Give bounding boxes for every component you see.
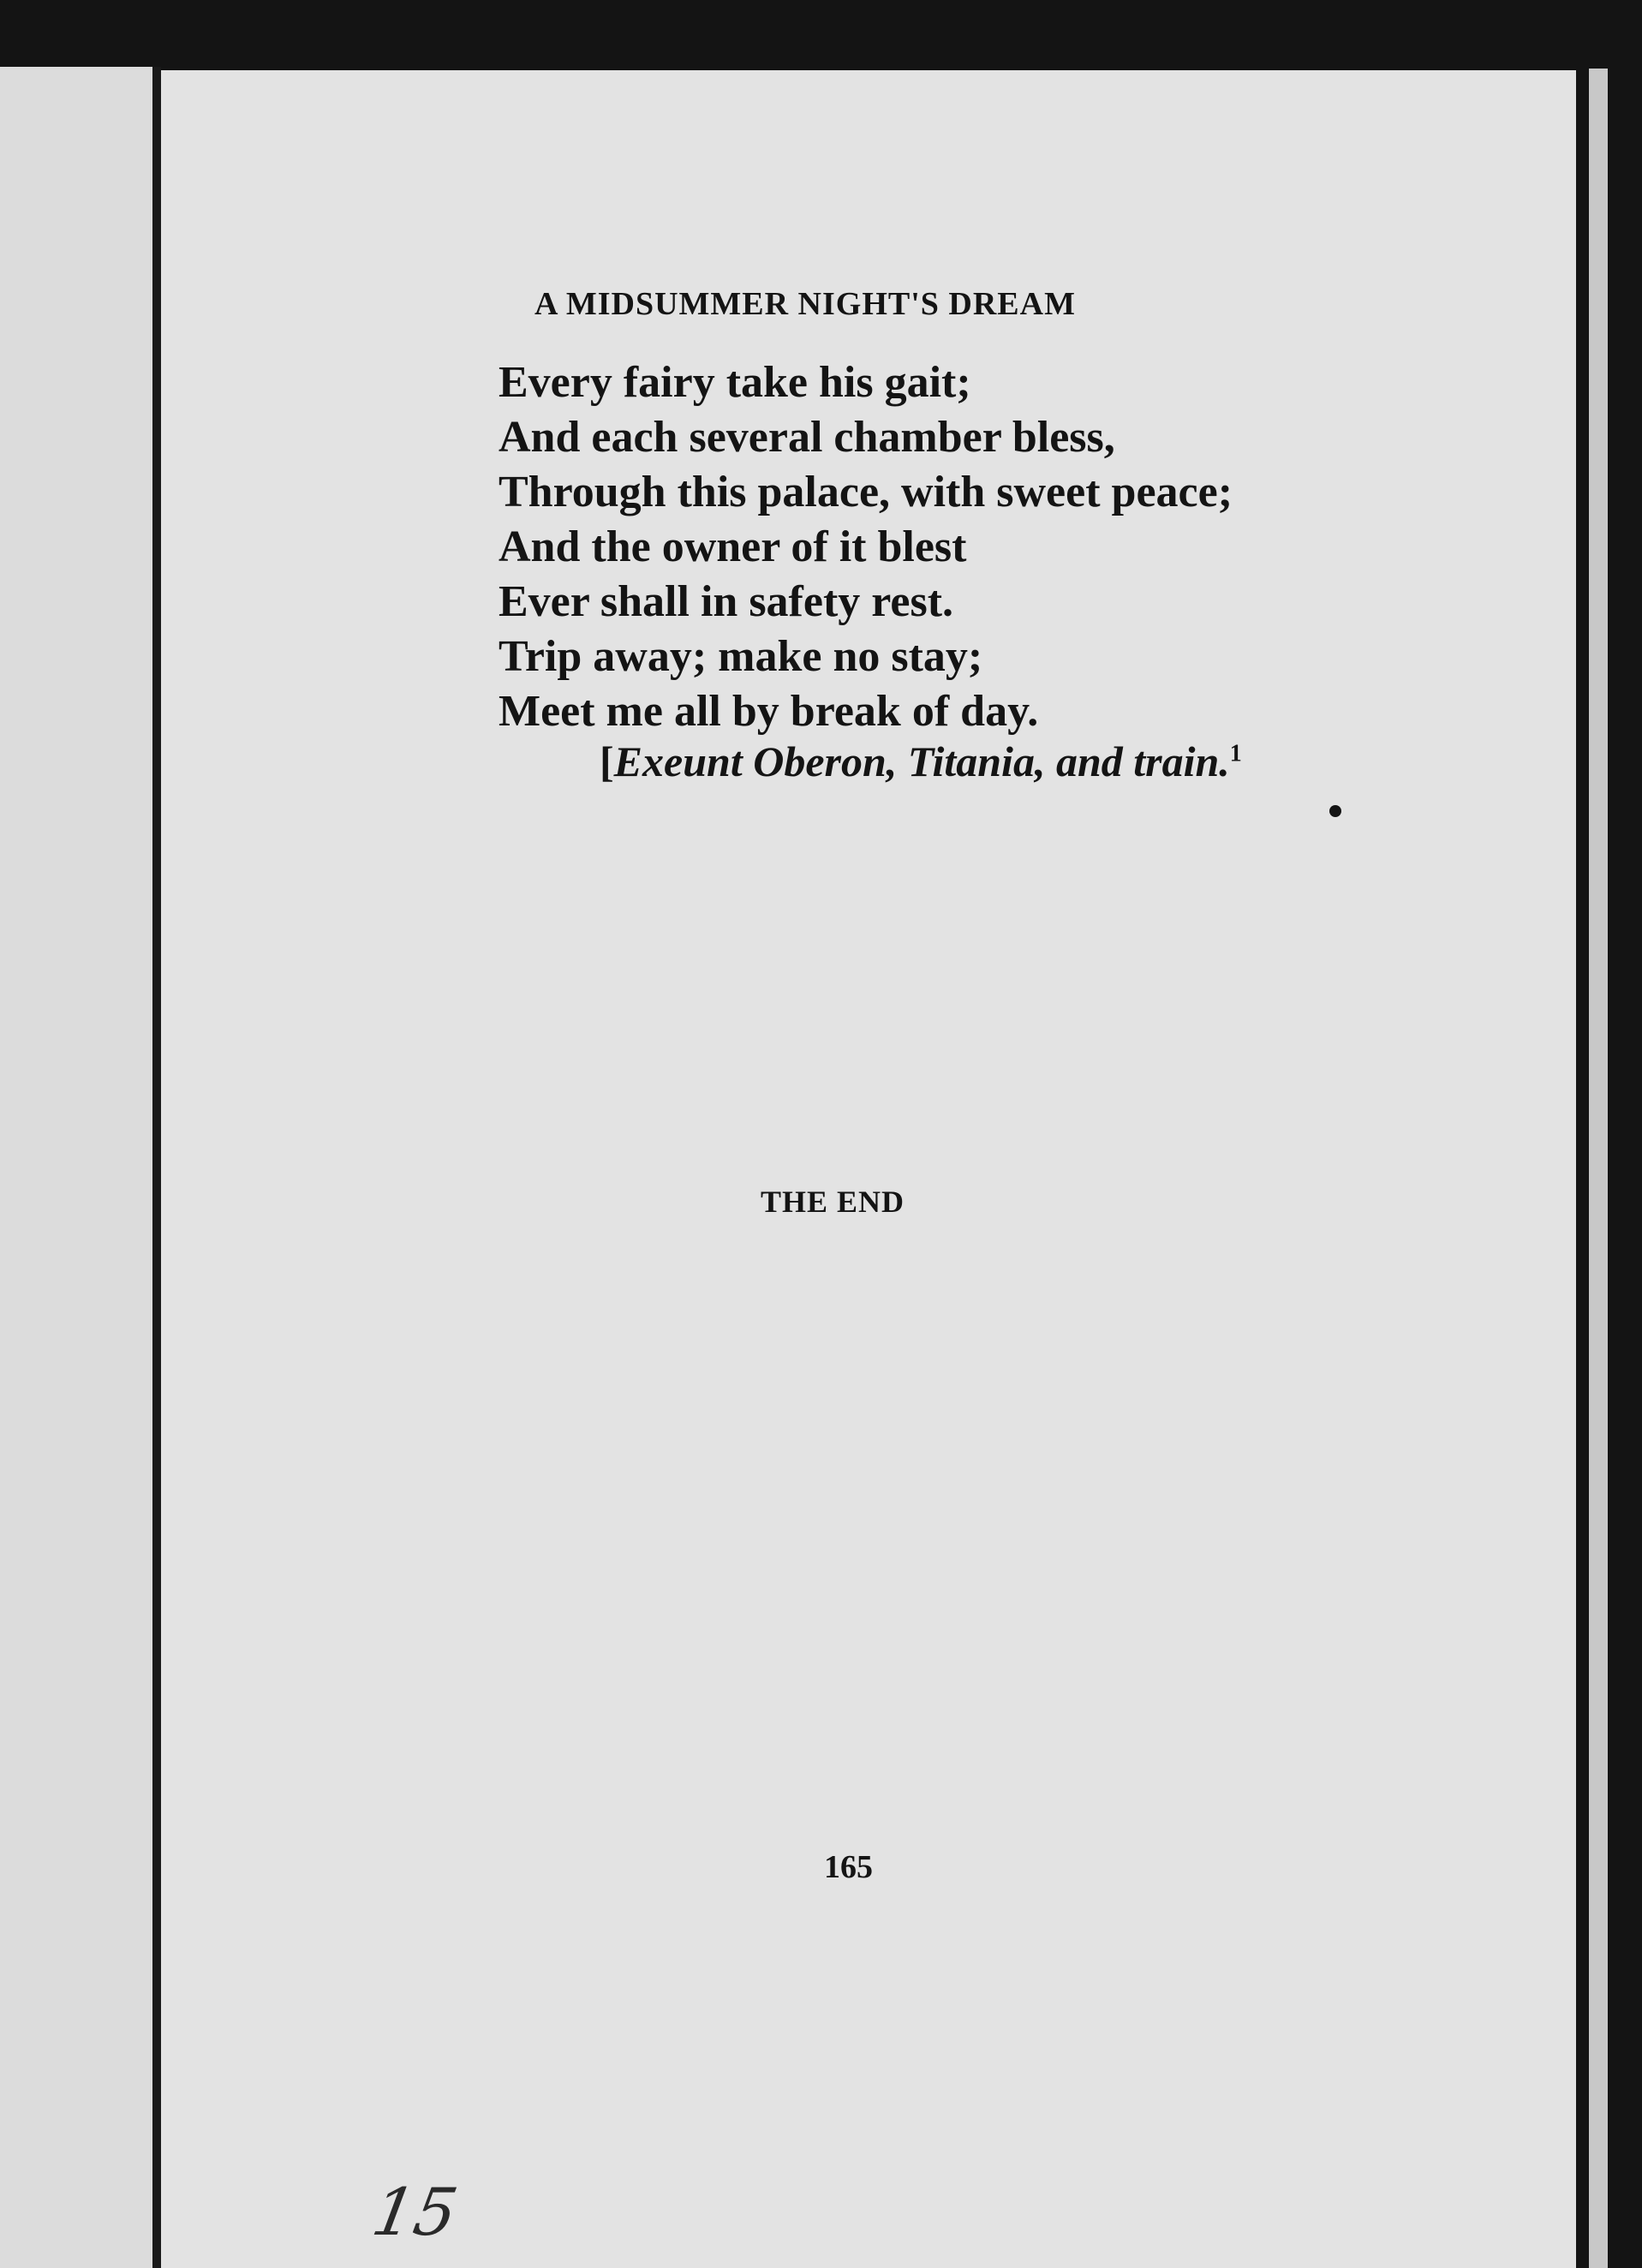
scan-top-edge [0, 0, 1642, 75]
verse-line: Through this palace, with sweet peace; [499, 468, 1233, 516]
verse-line: Meet me all by break of day. [499, 687, 1039, 736]
verse-line: Every fairy take his gait; [499, 358, 971, 407]
stage-direction-bracket: [ [600, 737, 614, 785]
verse-block [499, 355, 1233, 739]
end-marker: THE END [761, 1185, 905, 1219]
verse-line: And each several chamber bless, [499, 413, 1115, 462]
verse-line: Trip away; make no stay; [499, 632, 983, 681]
footnote-marker: 1 [1229, 740, 1242, 767]
handwritten-note: 15 [367, 2174, 463, 2250]
verse-line: And the owner of it blest [499, 522, 967, 571]
scan-right-stripe [1589, 69, 1608, 2268]
ink-speck [1329, 805, 1341, 817]
stage-direction [600, 737, 1242, 786]
scan-right-edge [1576, 60, 1642, 2268]
page-number: 165 [824, 1849, 873, 1885]
running-head: A MIDSUMMER NIGHT'S DREAM [534, 286, 1076, 322]
stage-direction-text: Exeunt Oberon, Titania, and train. [613, 737, 1230, 785]
binding-gutter [152, 67, 161, 2268]
verse-line: Ever shall in safety rest. [499, 577, 954, 626]
left-blank-page [0, 67, 152, 2268]
